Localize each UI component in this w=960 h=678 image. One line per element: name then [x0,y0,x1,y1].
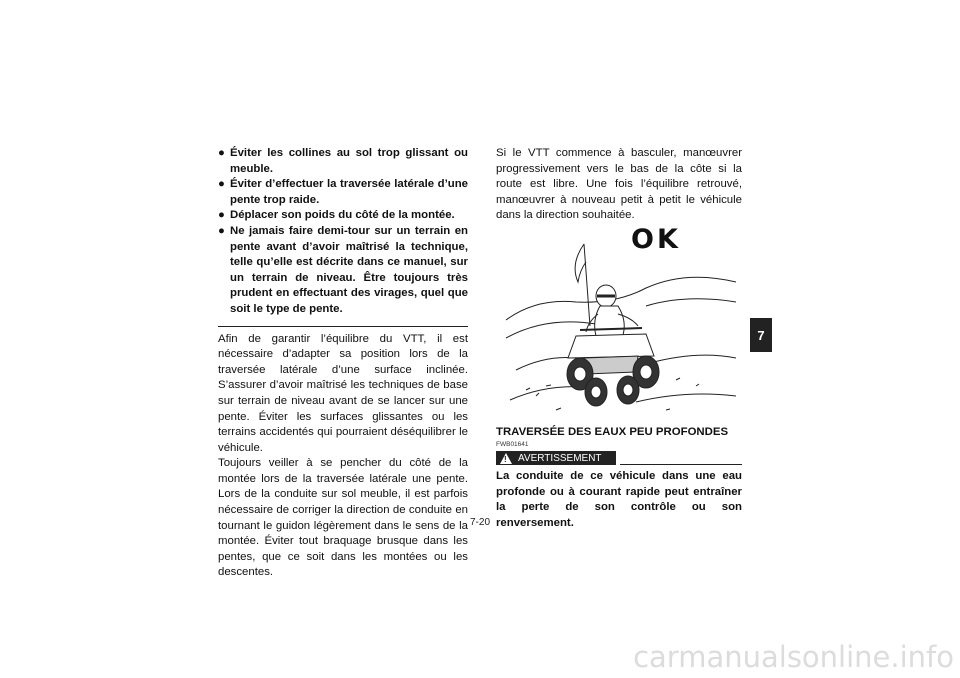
warning-text: La conduite de ce véhicule dans une eau profonde ou à courant rapide peut entraîner la perte de son contrôle ou son renversement. [496,470,742,529]
body-paragraph: Toujours veiller à se pencher du côté de la montée lors de la traversée latérale une pente. Lors de la conduite sur sol meuble, il est parfois nécessaire de corriger la direction de conduite en tournant le guidon légèrement dans le sens de la montée. Éviter tout braquage brusque dans les pentes, que ce soit dans les montées ou les descentes. [218,457,468,579]
section-divider [218,326,468,327]
left-column [218,146,468,581]
warning-rule [620,464,742,465]
warning-badge [496,451,616,465]
bullet-dot-icon: ● [218,147,225,159]
bullet-dot-icon: ● [218,209,225,222]
bullet-item: ● Éviter les collines au sol trop glissant ou meuble. [218,147,468,175]
bullet-item: ● Ne jamais faire demi-tour sur un terrain en pente avant d’avoir maîtrisé la technique, telle qu’elle est décrite dans ce manuel, sur un terrain de niveau. Être toujours très prudent en effectuant des virages, quel que soit le type de pente. [218,224,468,315]
right-column [496,146,742,224]
bullet-dot-icon: ● [218,178,225,191]
warning-header [496,451,742,467]
warning-triangle-icon: ! [500,453,512,464]
bullet-dot-icon: ● [218,224,225,237]
bullet-item: ● Déplacer son poids du côté de la montée. [218,208,468,224]
ok-label: OK [631,224,681,255]
page-number: 7-20 [470,517,491,528]
warning-code: FWB01641 [496,441,529,448]
chapter-tab: 7 [750,318,772,352]
atv-traverse-illustration [496,240,742,422]
body-paragraph: Afin de garantir l’équilibre du VTT, il est nécessaire d’adapter sa position lors de la traversée latérale d’une surface inclinée. S’assurer d’avoir maîtrisé les techniques de base sur terrain de niveau avant de se lancer sur une pente. Éviter les surfaces glissantes ou les terrains accidentés qui pourraient déséquilibrer le véhicule. [218,332,468,454]
warning-label: AVERTISSEMENT [518,452,602,464]
bullet-item: ● Éviter d’effectuer la traversée latérale d’une pente trop raide. [218,178,468,206]
section-title: TRAVERSÉE DES EAUX PEU PROFONDES [496,426,729,438]
watermark: carmanualsonline.info [633,640,954,674]
body-paragraph: Si le VTT commence à basculer, manœuvrer progressivement vers le bas de la côte si la route est libre. Une fois l’équilibre retrouvé, manœuvrer à nouveau petit à petit le véhicule dans la direction souhaitée. [496,147,742,222]
